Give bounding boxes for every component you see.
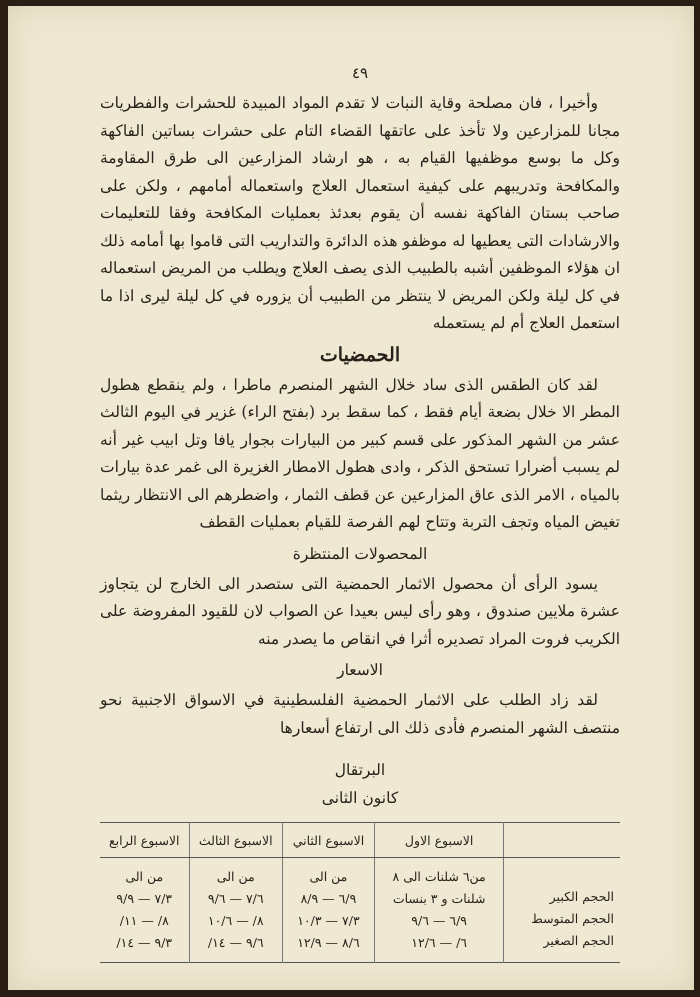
prices-heading: الاسعار (337, 661, 383, 679)
page-content (100, 64, 620, 963)
expected-crops-heading: المحصولات المنتظرة (292, 544, 428, 563)
cell-line: ٩/٣ — ١٤/ (116, 935, 173, 950)
cell-line: ٩/٦ — ١٤/ (207, 935, 264, 950)
cell-line: ٨/ — ١٠/٦ (207, 913, 264, 928)
orange-prices-table (100, 822, 620, 963)
cell-line: من٦ شلنات الى ٨ (392, 869, 486, 884)
month-label: كانون الثانى (321, 789, 399, 807)
table-header-row (100, 823, 620, 858)
expected-crops-paragraph: يسود الرأى أن محصول الاثمار الحمضية التى ستصدر الى الخارج لن يتجاوز عشرة ملايين صندوق ، وهو رأى ليس بعيدا عن الصواب لان للقيود المفروضة على الكريب فروت المراد تصديره أثرا في انقاص ما يصدر منه (100, 574, 620, 648)
cell-line: ٧/٣ — ١٠/٣ (297, 913, 360, 928)
cell-line: ٧/٦ — ٩/٦ (207, 891, 264, 906)
cell-line: ٦/٩ — ٨/٩ (300, 891, 357, 906)
size-labels-cell (504, 858, 620, 963)
document-page (8, 6, 694, 990)
row-label: الحجم المتوسط (531, 911, 614, 926)
cell-line: من الى (216, 869, 255, 884)
table-header-cell (504, 823, 620, 858)
table-row (100, 858, 620, 963)
intro-paragraph: وأخيرا ، فان مصلحة وقاية النبات لا تقدم المواد المبيدة للحشرات والفطريات مجانا للمزارعين ولا تأخذ على عاتقها القضاء التام على حشرات بساتين الفاكهة وكل ما بوسع موظفيها القيام به ، هو ارشاد المزارعين الى طرق المقاومة والمكافحة وتدريبهم على كيفية استعمال العلاج واستعماله أمامهم ، ولكن على صاحب بستان الفاكهة نفسه أن يقوم بعدئذ بعمليات المكافحة وفقا للتعليمات والارشادات التى يعطيها له موظفو هذه الدائرة والتداريب التى قاموا بها أمامه ذلك ان هؤلاء الموظفين أشبه بالطبيب الذى يصف العلاج ويطلب من المريض استعماله في كل ليلة ولكن المريض لا ينتظر من الطبيب أن يزوره في كل ليلة ليرى اذا ما استعمل العلاج أم لم يستعمله (100, 94, 620, 332)
cell-line: من الى (309, 869, 348, 884)
row-label: الحجم الكبير (549, 889, 614, 904)
citrus-paragraph: لقد كان الطقس الذى ساد خلال الشهر المنصرم ماطرا ، ولم ينقطع هطول المطر الا خلال بضعة أيام فقط ، كما سقط برد (بفتح الراء) غزير في اليوم الثالث عشر من الشهر المذكور على قسم كبير من البيارات بجوار يافا وتل ابيب غير أنه لم يسبب أضرارا تستحق الذكر ، وادى هطول الامطار الغزيرة الى غمر عدة بيارات بالمياه ، الامر الذى عاق المزارعين عن قطف الثمار ، واضطرهم الى الانتظار ريثما تغيض المياه وتجف التربة وتتاح لهم الفرصة للقيام بعمليات القطف (100, 375, 620, 531)
cell-line: ٨/ — ١١/ (119, 913, 169, 928)
citrus-heading: الحمضيات (319, 343, 401, 366)
week-2-cell (282, 858, 374, 963)
table-header-cell: الاسبوع الثاني (282, 823, 374, 858)
page-number: ٤٩ (351, 64, 369, 82)
cell-line: ٨/٦ — ١٢/٩ (297, 935, 360, 950)
week-3-cell (189, 858, 282, 963)
cell-line: ٧/٣ — ٩/٩ (116, 891, 173, 906)
table-header-cell: الاسبوع الرابع (100, 823, 189, 858)
cell-line: من الى (125, 869, 164, 884)
cell-line: ٦/٩ — ٩/٦ (411, 913, 467, 928)
oranges-heading: البرتقال (334, 761, 386, 779)
table-header-cell: الاسبوع الثالث (189, 823, 282, 858)
table-header-cell: الاسبوع الاول (374, 823, 503, 858)
cell-line: ٦/ — ١٢/٦ (411, 935, 468, 950)
week-1-cell (374, 858, 503, 963)
row-label: الحجم الصغير (543, 933, 614, 948)
cell-line: شلنات و ٣ بنسات (392, 891, 486, 906)
prices-paragraph: لقد زاد الطلب على الاثمار الحمضية الفلسطينية في الاسواق الاجنبية نحو منتصف الشهر المنصرم فأدى ذلك الى ارتفاع أسعارها (100, 691, 620, 737)
week-4-cell (100, 858, 189, 963)
